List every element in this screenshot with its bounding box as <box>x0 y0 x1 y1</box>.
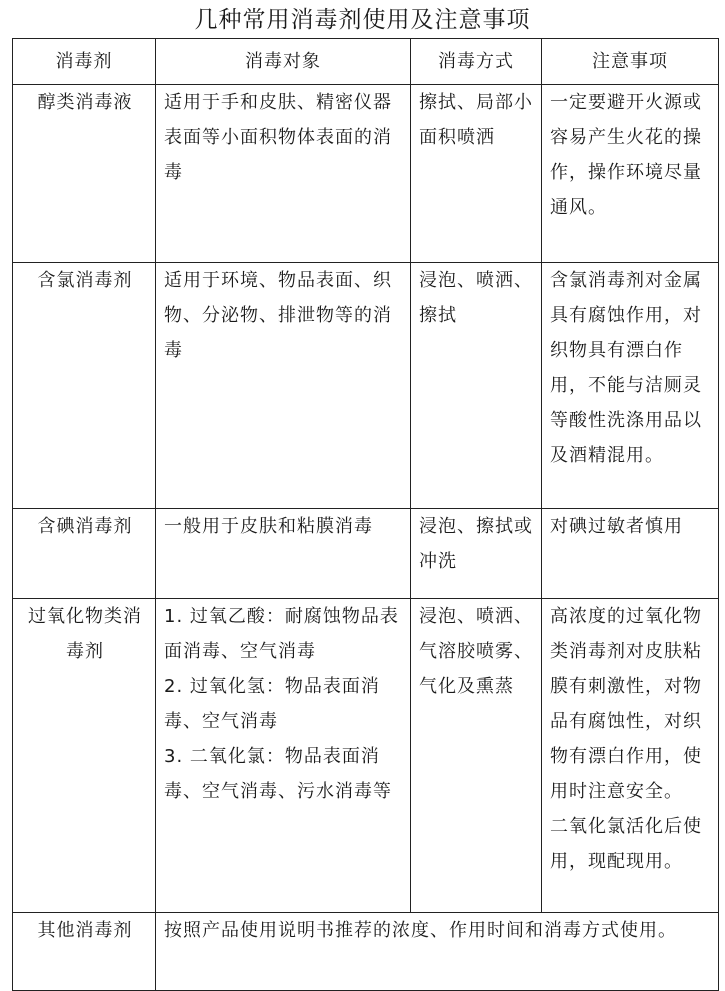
method-cell: 浸泡、喷洒、擦拭 <box>411 263 542 509</box>
method-cell: 擦拭、局部小面积喷洒 <box>411 85 542 263</box>
target-cell <box>156 599 411 913</box>
header-method: 消毒方式 <box>411 39 542 85</box>
table-header-row <box>13 39 719 85</box>
agent-cell: 含氯消毒剂 <box>13 263 156 509</box>
disinfectant-table <box>12 38 719 991</box>
agent-cell: 过氧化物类消毒剂 <box>13 599 156 913</box>
notes-cell <box>542 599 719 913</box>
agent-cell: 醇类消毒液 <box>13 85 156 263</box>
target-cell: 适用于手和皮肤、精密仪器表面等小面积物体表面的消毒 <box>156 85 411 263</box>
target-list-item: 2. 过氧化氢：物品表面消毒、空气消毒 <box>164 676 380 732</box>
table-row <box>13 913 719 991</box>
notes-extra-text: 二氧化氯活化后使用，现配现用。 <box>550 816 702 872</box>
header-notes: 注意事项 <box>542 39 719 85</box>
page-title: 几种常用消毒剂使用及注意事项 <box>194 7 531 33</box>
table-row <box>13 85 719 263</box>
table-row <box>13 599 719 913</box>
method-cell: 浸泡、擦拭或冲洗 <box>411 509 542 599</box>
notes-text: 高浓度的过氧化物类消毒剂对皮肤粘膜有刺激性，对物品有腐蚀性，对织物有漂白作用，使用时注意安全。 <box>550 606 702 802</box>
agent-cell: 含碘消毒剂 <box>13 509 156 599</box>
header-target: 消毒对象 <box>156 39 411 85</box>
agent-cell: 其他消毒剂 <box>13 913 156 991</box>
target-list-item: 3. 二氧化氯：物品表面消毒、空气消毒、污水消毒等 <box>164 746 392 802</box>
notes-cell: 含氯消毒剂对金属具有腐蚀作用，对织物具有漂白作用，不能与洁厕灵等酸性洗涤用品以及酒精混用。 <box>542 263 719 509</box>
header-agent: 消毒剂 <box>13 39 156 85</box>
target-cell: 适用于环境、物品表面、织物、分泌物、排泄物等的消毒 <box>156 263 411 509</box>
table-row <box>13 509 719 599</box>
notes-cell: 对碘过敏者慎用 <box>542 509 719 599</box>
method-cell: 浸泡、喷洒、气溶胶喷雾、气化及熏蒸 <box>411 599 542 913</box>
table-row <box>13 263 719 509</box>
merged-usage-cell: 按照产品使用说明书推荐的浓度、作用时间和消毒方式使用。 <box>156 913 719 991</box>
target-cell: 一般用于皮肤和粘膜消毒 <box>156 509 411 599</box>
target-list-item: 1. 过氧乙酸：耐腐蚀物品表面消毒、空气消毒 <box>164 606 399 662</box>
notes-cell: 一定要避开火源或容易产生火花的操作，操作环境尽量通风。 <box>542 85 719 263</box>
